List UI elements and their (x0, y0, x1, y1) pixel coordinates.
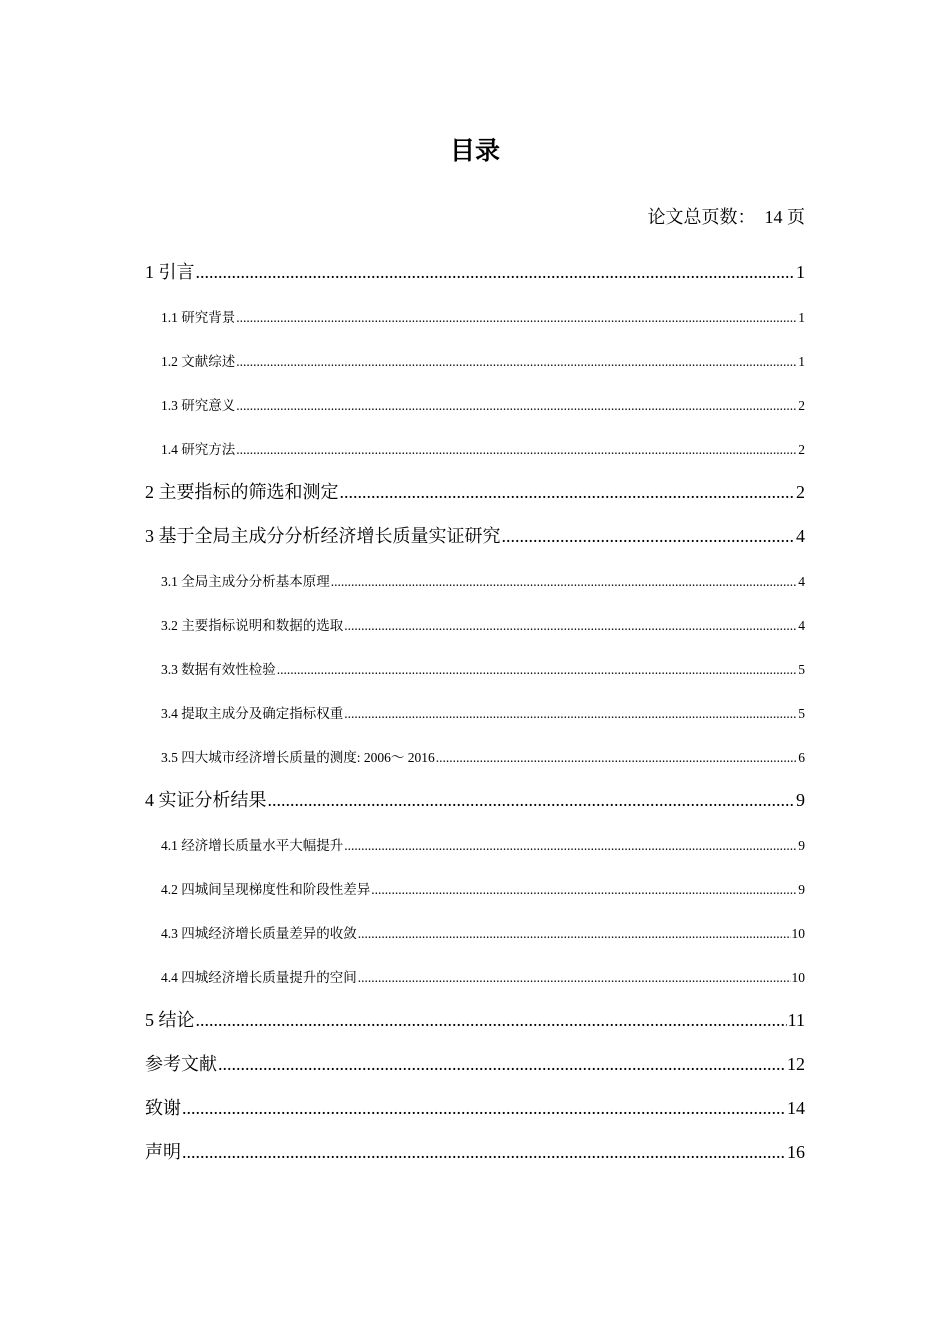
toc-entry-title: 1.4 研究方法 (161, 442, 236, 457)
toc-entry-title: 1.3 研究意义 (161, 398, 236, 413)
toc-entry-title: 4.4 四城经济增长质量提升的空间 (161, 970, 357, 985)
toc-entry[interactable] (145, 292, 805, 336)
toc-leader-dots (236, 354, 797, 370)
toc-entry[interactable] (145, 996, 805, 1040)
toc-leader-dots (196, 1010, 787, 1031)
toc-entry[interactable] (145, 688, 805, 732)
toc-leader-dots (502, 526, 796, 547)
toc-leader-dots (344, 618, 797, 634)
toc-entry[interactable] (145, 864, 805, 908)
toc-entry-title: 3 基于全局主成分分析经济增长质量实证研究 (145, 526, 501, 546)
toc-entry-title: 1 引言 (145, 262, 195, 282)
toc-leader-dots (344, 838, 797, 854)
toc-entry-page: 2 (798, 398, 805, 413)
toc-entry[interactable] (145, 600, 805, 644)
toc-leader-dots (196, 262, 796, 283)
toc-entry-page: 1 (796, 262, 805, 282)
toc-entry-page: 4 (798, 618, 805, 633)
toc-leader-dots (218, 1054, 786, 1075)
toc-entry[interactable] (145, 1040, 805, 1084)
toc-entry-title: 4 实证分析结果 (145, 790, 267, 810)
toc-entry-title: 3.3 数据有效性检验 (161, 662, 276, 677)
toc-entry[interactable] (145, 556, 805, 600)
toc-entry[interactable] (145, 468, 805, 512)
toc-entry[interactable] (145, 820, 805, 864)
toc-entry-page: 9 (798, 838, 805, 853)
toc-entry-page: 12 (787, 1054, 805, 1074)
toc-leader-dots (436, 750, 797, 766)
total-pages-label: 论文总页数： 14 页 (647, 207, 805, 227)
toc-entry-title: 1.2 文献综述 (161, 354, 236, 369)
toc-leader-dots (358, 970, 791, 986)
toc-leader-dots (340, 482, 796, 503)
toc-leader-dots (236, 398, 797, 414)
toc-entry[interactable] (145, 644, 805, 688)
toc-entry[interactable] (145, 776, 805, 820)
toc-entry[interactable] (145, 732, 805, 776)
toc-entry-title: 5 结论 (145, 1010, 195, 1030)
toc-entry-page: 6 (798, 750, 805, 765)
toc-leader-dots (182, 1142, 786, 1163)
toc-entry-title: 4.3 四城经济增长质量差异的收敛 (161, 926, 357, 941)
toc-entry-page: 4 (796, 526, 805, 546)
toc-entry-page: 9 (796, 790, 805, 810)
toc-entry-title: 3.5 四大城市经济增长质量的测度: 2006～ 2016 (161, 750, 435, 765)
table-of-contents (145, 248, 805, 1172)
toc-entry[interactable] (145, 908, 805, 952)
toc-entry-title: 2 主要指标的筛选和测定 (145, 482, 339, 502)
toc-leader-dots (182, 1098, 786, 1119)
page-title: 目录 (449, 136, 500, 165)
toc-entry-page: 10 (791, 926, 805, 941)
toc-entry-page: 1 (798, 354, 805, 369)
toc-entry-title: 3.2 主要指标说明和数据的选取 (161, 618, 344, 633)
toc-leader-dots (236, 310, 797, 326)
toc-entry-page: 1 (798, 310, 805, 325)
toc-entry-page: 9 (798, 882, 805, 897)
toc-entry[interactable] (145, 1128, 805, 1172)
toc-leader-dots (268, 790, 796, 811)
toc-entry-page: 5 (798, 662, 805, 677)
toc-leader-dots (358, 926, 791, 942)
toc-entry-page: 11 (787, 1010, 805, 1030)
toc-entry[interactable] (145, 380, 805, 424)
toc-leader-dots (371, 882, 797, 898)
toc-entry-title: 3.4 提取主成分及确定指标权重 (161, 706, 344, 721)
toc-entry-page: 14 (787, 1098, 805, 1118)
toc-entry-page: 5 (798, 706, 805, 721)
toc-leader-dots (344, 706, 797, 722)
toc-leader-dots (236, 442, 797, 458)
toc-entry[interactable] (145, 1084, 805, 1128)
toc-leader-dots (277, 662, 798, 678)
toc-entry[interactable] (145, 952, 805, 996)
toc-entry-page: 2 (798, 442, 805, 457)
toc-entry-title: 3.1 全局主成分分析基本原理 (161, 574, 330, 589)
toc-entry-title: 致谢 (145, 1098, 181, 1118)
toc-entry-title: 4.1 经济增长质量水平大幅提升 (161, 838, 344, 853)
toc-entry-title: 1.1 研究背景 (161, 310, 236, 325)
toc-entry-page: 10 (791, 970, 805, 985)
toc-entry[interactable] (145, 336, 805, 380)
toc-entry-page: 16 (787, 1142, 805, 1162)
toc-entry[interactable] (145, 248, 805, 292)
toc-entry[interactable] (145, 512, 805, 556)
toc-entry-title: 参考文献 (145, 1054, 217, 1074)
toc-entry[interactable] (145, 424, 805, 468)
toc-leader-dots (331, 574, 798, 590)
toc-entry-title: 4.2 四城间呈现梯度性和阶段性差异 (161, 882, 371, 897)
toc-entry-page: 4 (798, 574, 805, 589)
toc-entry-page: 2 (796, 482, 805, 502)
toc-entry-title: 声明 (145, 1142, 181, 1162)
